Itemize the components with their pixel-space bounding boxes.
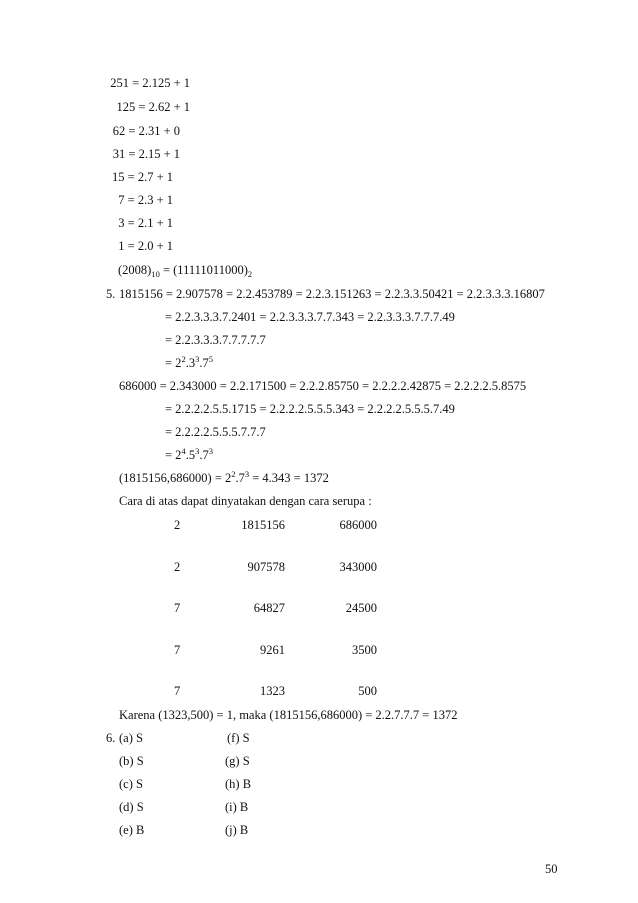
table-cell: 500	[358, 684, 377, 698]
table-cell: 3500	[352, 643, 377, 657]
conclusion: Karena (1323,500) = 1, maka (1815156,686000) = 2.2.7.7.7 = 1372	[119, 708, 458, 722]
table-cell: 1323	[260, 684, 285, 698]
answer-item: (g) S	[225, 754, 250, 768]
answer-item: (c) S	[119, 777, 143, 791]
page-number: 50	[545, 862, 558, 876]
answer-item: (b) S	[119, 754, 144, 768]
prime-power-form: = $2^4.5^3.7^3$	[165, 446, 213, 462]
answer-item: (j) B	[225, 823, 249, 837]
table-cell: 343000	[339, 560, 377, 574]
answer-item: (h) B	[225, 777, 252, 791]
answer-item: (d) S	[119, 800, 144, 814]
answer-item: (e) B	[119, 823, 145, 837]
table-cell: 2	[174, 560, 181, 574]
gcd-result: $(1815156,686000) = 2^2.7^3 = 4.343 = 1372$	[119, 469, 329, 485]
table-cell: 24500	[345, 601, 377, 615]
method-intro: Cara di atas dapat dinyatakan dengan cara serupa :	[119, 494, 372, 508]
table-cell: 7	[174, 643, 181, 657]
prime-power-form: = $2^2.3^3.7^5$	[165, 354, 213, 370]
table-cell: 686000	[339, 518, 377, 532]
factorization-line: = 2.2.3.3.3.7.2401 = 2.2.3.3.3.7.7.343 = 2.2.3.3.3.7.7.7.49	[165, 310, 455, 324]
problem-6-number: 6.	[106, 731, 116, 745]
table-cell: 64827	[253, 601, 285, 615]
binary-result: $(2008)_{10} = (11111011000)_2$	[118, 263, 253, 279]
table-cell: 7	[174, 601, 181, 615]
answer-item: (f) S	[227, 731, 250, 745]
factorization-line: 1815156 = 2.907578 = 2.2.453789 = 2.2.3.151263 = 2.2.3.3.50421 = 2.2.3.3.3.16807	[119, 287, 545, 301]
problem-5-number: 5.	[106, 287, 116, 301]
answer-item: (i) B	[225, 800, 249, 814]
table-cell: 2	[174, 518, 181, 532]
factorization-line: = 2.2.3.3.3.7.7.7.7.7	[165, 333, 266, 347]
answer-item: (a) S	[119, 731, 143, 745]
factorization-line: 686000 = 2.343000 = 2.2.171500 = 2.2.2.85750 = 2.2.2.2.42875 = 2.2.2.2.5.8575	[119, 379, 527, 393]
factorization-line: = 2.2.2.2.5.5.5.7.7.7	[165, 425, 266, 439]
factorization-line: = 2.2.2.2.5.5.1715 = 2.2.2.2.5.5.5.343 = 2.2.2.2.5.5.5.7.49	[165, 402, 455, 416]
table-cell: 7	[174, 684, 181, 698]
table-cell: 1815156	[241, 518, 285, 532]
table-cell: 9261	[260, 643, 285, 657]
table-cell: 907578	[247, 560, 285, 574]
